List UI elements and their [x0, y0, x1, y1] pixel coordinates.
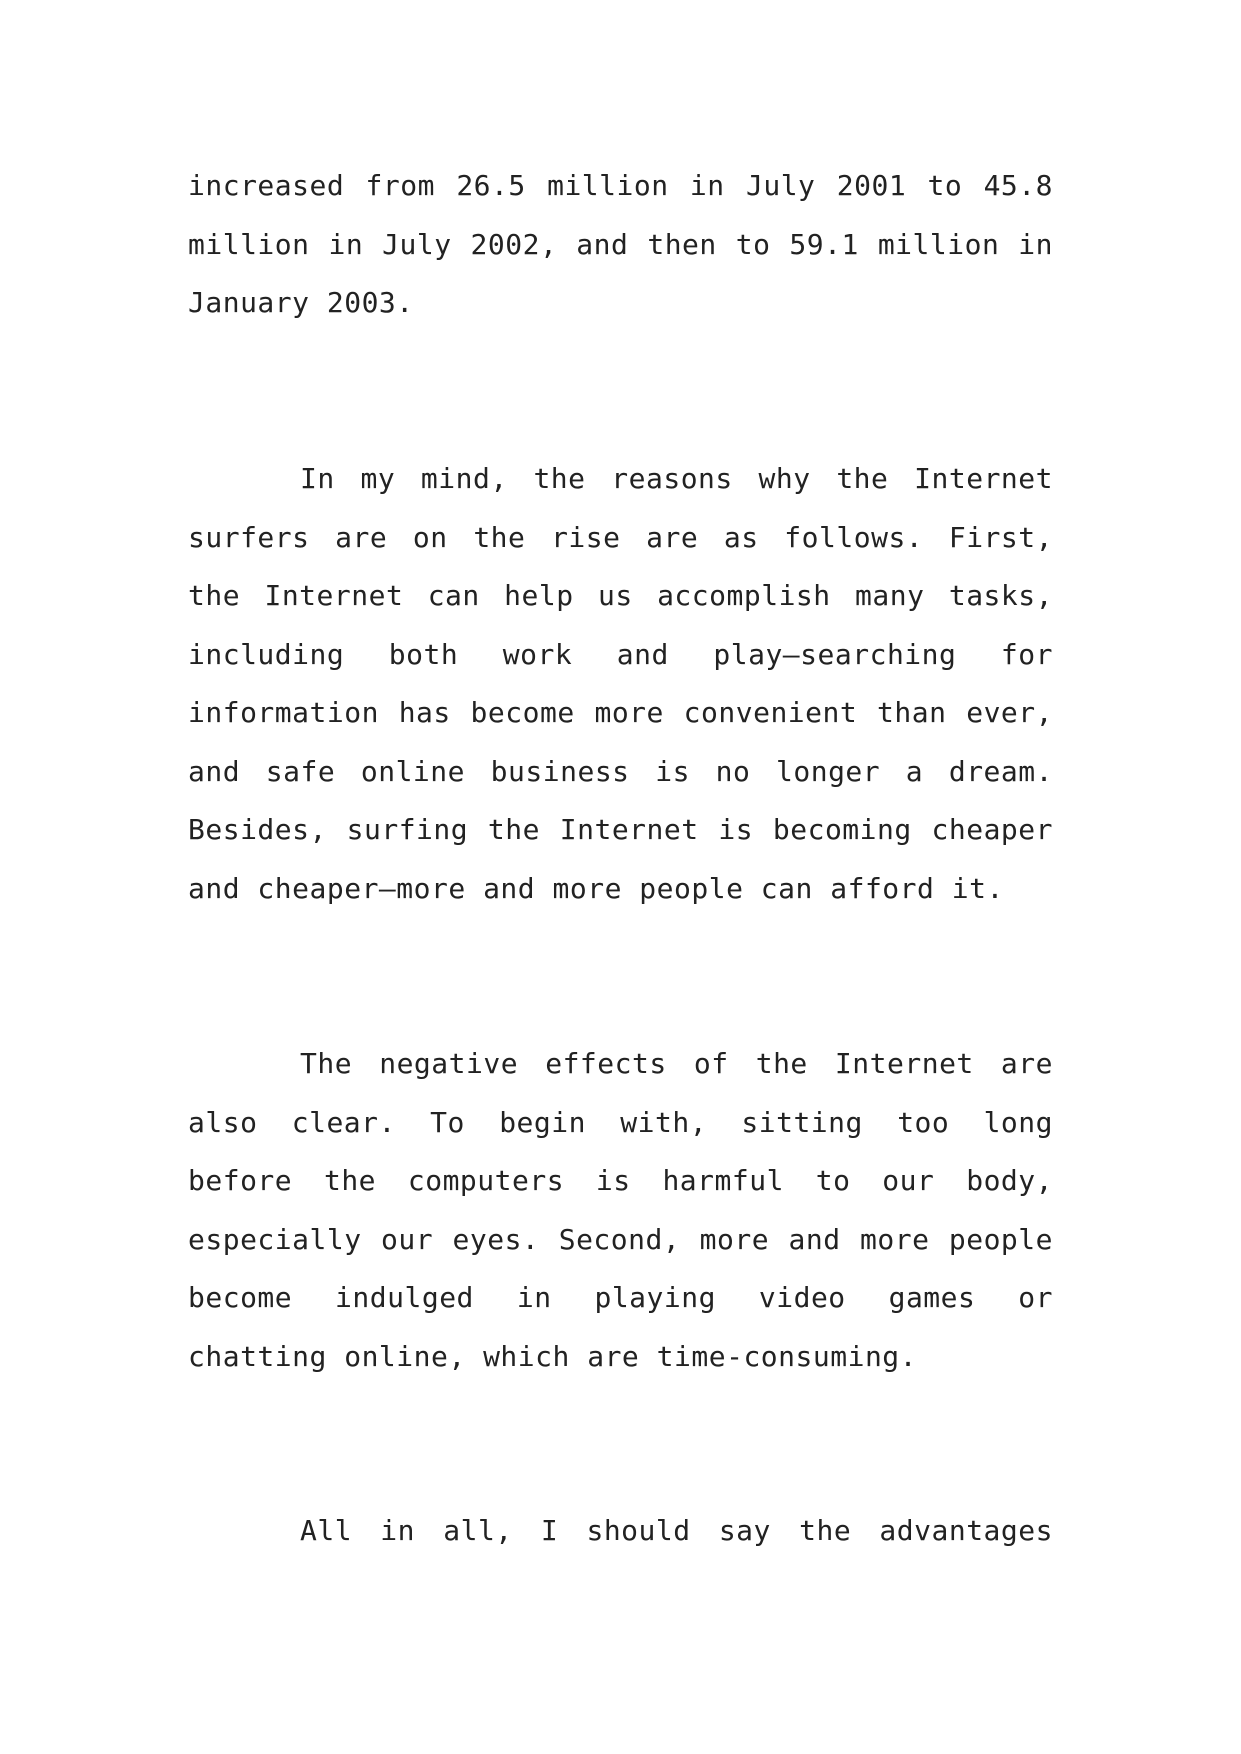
paragraph-1-text: increased from 26.5 million in July 2001 to 45.8 million in July 2002, and then to 59.1 million in January 2003. [188, 169, 1053, 319]
paragraph-conclusion [188, 1502, 1053, 1561]
paragraph-reasons [188, 450, 1053, 918]
paragraph-3-text: The negative effects of the Internet are also clear. To begin with, sitting too long before the computers is harmful to our body, especially our eyes. Second, more and more people become indulged in playing video games or chatting online, which are time-consuming. [188, 1047, 1053, 1373]
paragraph-continuation [188, 157, 1053, 333]
paragraph-2-text: In my mind, the reasons why the Internet surfers are on the rise are as follows. First, the Internet can help us accomplish many tasks, including both work and play—searching for information has become more convenient than ever, and safe online business is no longer a dream. Besides, surfing the Internet is becoming cheaper and cheaper—more and more people can afford it. [188, 462, 1053, 905]
paragraph-4-text: All in all, I should say the advantages [300, 1514, 1053, 1547]
paragraph-negative-effects [188, 1035, 1053, 1386]
